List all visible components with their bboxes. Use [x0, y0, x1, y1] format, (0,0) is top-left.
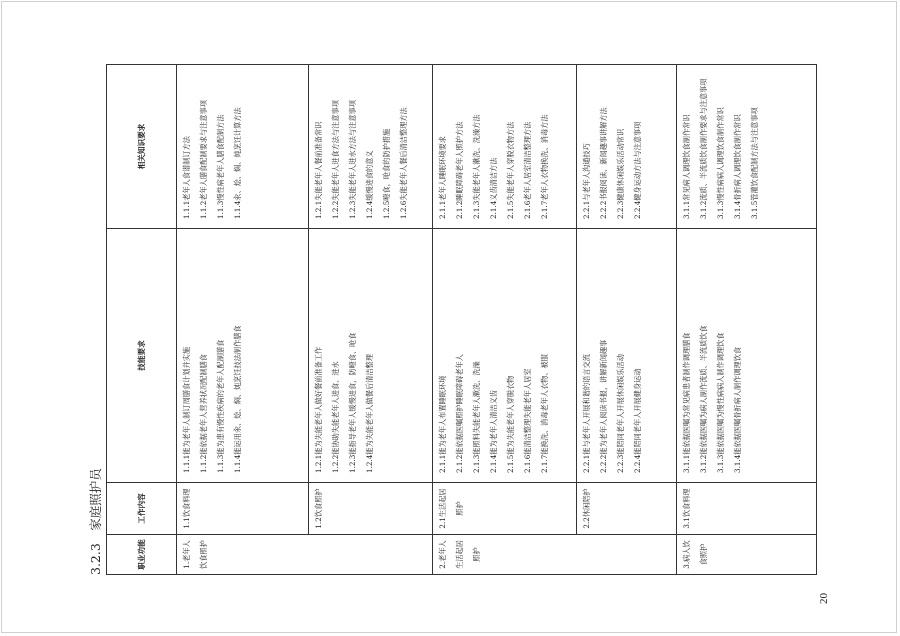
knowledge-cell: [677, 65, 817, 229]
knowledge-item: 1.2.6失能老年人餐后清洁整理方法: [399, 107, 408, 219]
knowledge-item: 2.1.1老年人睡眠环境要求: [438, 136, 447, 219]
knowledge-item: 1.1.1老年人食谱制订方法: [182, 136, 191, 219]
skill-item: 2.1.2能依据医嘱照护睡眠障碍老年人: [455, 354, 464, 473]
knowledge-item: 2.1.3失能老年人漱洗、洗澡方法: [472, 114, 481, 219]
knowledge-cell: [309, 65, 433, 229]
skills-cell: [577, 229, 677, 483]
area-cell: 2.1生活起居照护: [433, 483, 577, 535]
table-row: [309, 65, 433, 575]
knowledge-item: 2.2.3健康休闲娱乐活动常识: [616, 128, 625, 219]
skill-item: 2.2.4能陪同老年人开展健身运动: [633, 368, 642, 473]
knowledge-item: 2.1.5失能老年人穿脱衣物方法: [506, 121, 515, 219]
skill-item: 2.2.3能陪同老年人开展休闲娱乐活动: [616, 354, 625, 473]
knowledge-item: 3.1.3慢性病病人调理饮食制作常识: [716, 107, 725, 219]
skills-cell: [309, 229, 433, 483]
section-title: 3.2.3 家庭照护员: [88, 468, 103, 575]
skill-item: 2.2.2能为老年人阅读书报，讲解新闻趣事: [599, 339, 608, 473]
function-cell: 3.病人饮食照护: [677, 535, 817, 575]
knowledge-item: 2.1.7老年人衣物换洗、消毒方法: [540, 114, 549, 219]
knowledge-item: 1.1.3慢性病老年人膳食配制方法: [216, 114, 225, 219]
area-cell: 3.1饮食料理: [677, 483, 817, 535]
knowledge-item: 2.1.2睡眠障碍老年人照护方法: [455, 121, 464, 219]
skill-item: 3.1.4能依据医嘱骨折病人制作调理饮食: [733, 346, 742, 473]
knowledge-cell: [577, 65, 677, 229]
knowledge-item: 2.1.6老年人居室清洁整理方法: [523, 121, 532, 219]
area-cell: 1.2饮食照护: [309, 483, 433, 535]
knowledge-item: 1.2.5噎食，呛食的防护措施: [382, 128, 391, 219]
knowledge-item: 1.2.1失能老年人餐前准备常识: [314, 121, 323, 219]
skill-item: 1.1.2能依据老年人营养状况配制膳食: [199, 354, 208, 473]
skill-item: 2.1.3能照料失能老年人漱洗、洗澡: [472, 361, 481, 473]
header-skills: 技能要求: [107, 229, 177, 483]
skill-item: 1.1.4能运用汆、烩、焖、炖烹饪技法制作膳食: [233, 325, 242, 473]
page-number: 20: [818, 593, 830, 604]
skills-cell: [433, 229, 577, 483]
skill-item: 1.2.4能为失能老年人做餐后清洁整理: [365, 354, 374, 473]
knowledge-item: 2.2.2书报阅读、新闻趣事讲解方法: [599, 107, 608, 219]
area-cell: 2.2休闲陪护: [577, 483, 677, 535]
knowledge-item: 3.1.4骨折病人调理饮食制作常识: [733, 114, 742, 219]
skill-item: 3.1.3能依据医嘱为慢性病病人制作调理饮食: [716, 332, 725, 473]
skill-item: 1.2.2能协助失能老年人进食、进水: [331, 361, 340, 473]
table-row: [577, 65, 677, 575]
skill-item: 3.1.1能依据医嘱为常见病患者制作调理膳食: [682, 332, 691, 473]
knowledge-item: 2.2.1与老年人沟通技巧: [582, 143, 591, 219]
rotated-page-content: [86, 65, 816, 575]
header-knowledge: 相关知识要求: [107, 65, 177, 229]
skill-item: 2.1.7能换洗、消毒老年人衣物、被服: [540, 354, 549, 473]
table-row: [177, 65, 309, 575]
skill-item: 3.1.2能依据医嘱为病人制作流质、半流质饮食: [699, 325, 708, 473]
header-area: 工作内容: [107, 483, 177, 535]
skills-cell: [177, 229, 309, 483]
skills-table: [106, 64, 817, 575]
knowledge-item: 1.1.2老年人膳食配制要求与注意事项: [199, 100, 208, 219]
function-cell: 1.老年人饮食照护: [177, 535, 433, 575]
skill-item: 1.2.1能为失能老年人做好餐前准备工作: [314, 346, 323, 473]
knowledge-cell: [177, 65, 309, 229]
skill-item: 2.1.5能为失能老年人穿脱衣物: [506, 375, 515, 473]
skill-item: 2.1.6能清洁整理失能老年人居室: [523, 368, 532, 473]
knowledge-item: 2.2.4健身运动方法与注意事项: [633, 121, 642, 219]
area-cell: 1.1饮食料理: [177, 483, 309, 535]
knowledge-item: 2.1.4义齿清洁方法: [489, 157, 498, 219]
skill-item: 2.1.1能为老年人布置睡眠环境: [438, 375, 447, 473]
knowledge-item: 1.2.4缓慢进食的意义: [365, 150, 374, 219]
header-function: 职业功能: [107, 535, 177, 575]
knowledge-item: 1.2.2失能老年人进食方法与注意事项: [331, 100, 340, 219]
skill-item: 2.1.4能为老年人清洁义齿: [489, 390, 498, 473]
skill-item: 1.1.3能为患有慢性疾病的老年人配制膳食: [216, 339, 225, 473]
knowledge-item: 1.1.4汆、烩、焖、炖烹饪计算方法: [233, 107, 242, 219]
skill-item: 2.2.1能与老年人开展和谐的语言交流: [582, 354, 591, 473]
skill-item: 1.2.3能指导老年人缓慢进食，防噎食、呛食: [348, 332, 357, 473]
skills-cell: [677, 229, 817, 483]
knowledge-item: 3.1.5管灌饮食配制方法与注意事项: [750, 107, 759, 219]
knowledge-item: 1.2.3失能老年人进水方法与注意事项: [348, 100, 357, 219]
table-header-row: [107, 65, 177, 575]
table-row: [677, 65, 817, 575]
table-row: [433, 65, 577, 575]
skill-item: 1.1.1能为老年人制订周膳食计划并实施: [182, 346, 191, 473]
function-cell: 2.老年人生活起居照护: [433, 535, 677, 575]
knowledge-cell: [433, 65, 577, 229]
knowledge-item: 3.1.2流质、半流质饮食制作要求与注意事项: [699, 78, 708, 219]
knowledge-item: 3.1.1常见病人调理饮食制作常识: [682, 114, 691, 219]
